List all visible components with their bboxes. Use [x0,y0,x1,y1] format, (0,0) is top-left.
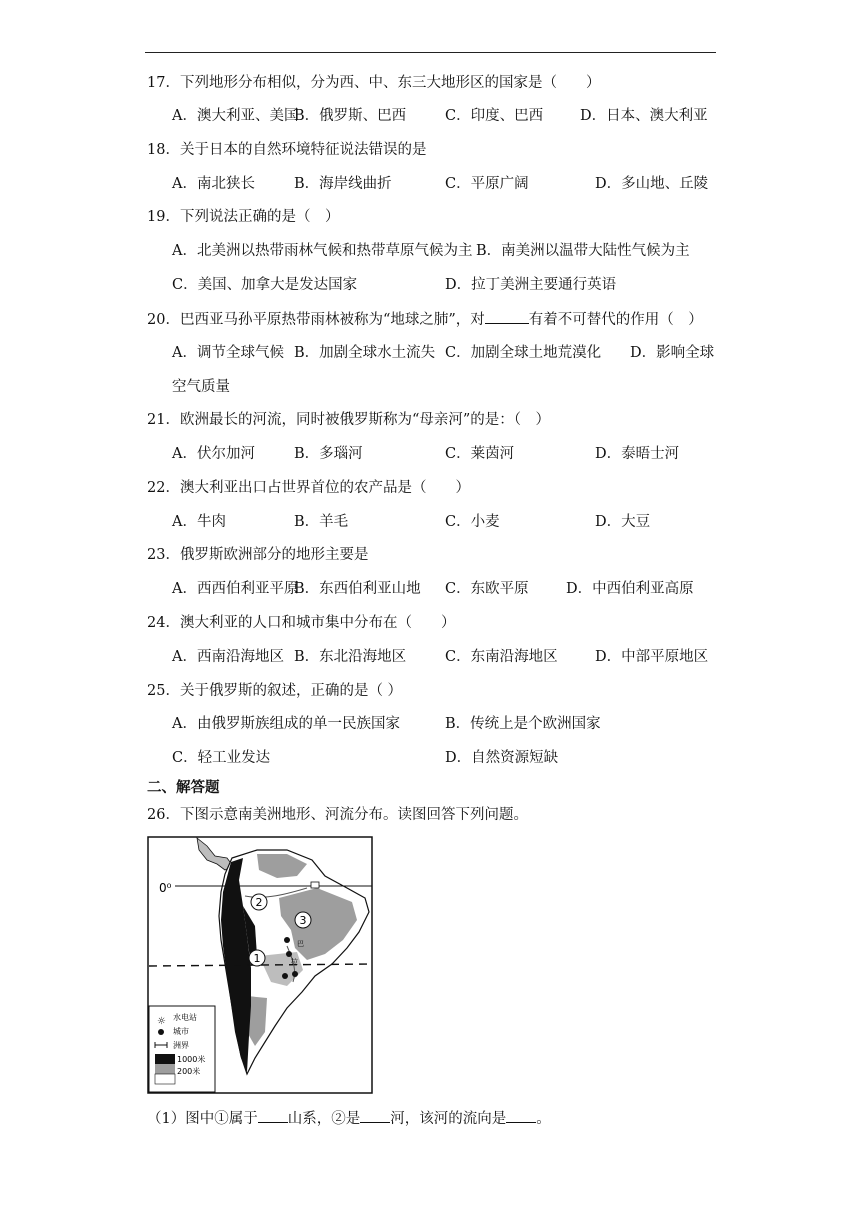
svg-text:2: 2 [255,896,263,909]
section-heading: 二、解答题 [147,779,220,796]
question-25-option-a[interactable]: A．由俄罗斯族组成的单一民族国家 [172,716,400,732]
question-21-option-b[interactable]: B．多瑙河 [294,446,363,462]
question-24-stem: 24．澳大利亚的人口和城市集中分布在（ ） [147,615,456,631]
question-23-option-b[interactable]: B．东西伯利亚山地 [294,581,421,597]
city-dot [286,951,292,957]
city-dot [284,937,290,943]
question-18-option-b[interactable]: B．海岸线曲折 [294,176,392,192]
question-24-option-d[interactable]: D．中部平原地区 [595,649,709,665]
question-17-option-b[interactable]: B．俄罗斯、巴西 [294,108,407,124]
question-24-option-b[interactable]: B．东北沿海地区 [294,649,407,665]
place-label: 巴 [297,940,304,948]
question-20-option-d-continued: 空气质量 [172,379,230,395]
question-23-stem: 23．俄罗斯欧洲部分的地形主要是 [147,547,369,563]
svg-text:3: 3 [299,914,307,927]
hydropower-icon: ☼ [157,1016,166,1027]
question-19-option-c[interactable]: C．美国、加拿大是发达国家 [172,277,358,293]
svg-text:城市: 城市 [173,1027,189,1036]
question-20-option-a[interactable]: A．调节全球气候 [172,345,284,361]
question-22-option-c[interactable]: C．小麦 [445,514,500,530]
city-icon [158,1029,164,1035]
question-23-option-c[interactable]: C．东欧平原 [445,581,529,597]
question-17-option-a[interactable]: A．澳大利亚、美国 [172,108,299,124]
question-17-option-c[interactable]: C．印度、巴西 [445,108,544,124]
svg-text:200米: 200米 [177,1067,201,1076]
question-19-option-a[interactable]: A．北美洲以热带雨林气候和热带草原气候为主 [172,243,473,259]
question-25-stem: 25．关于俄罗斯的叙述，正确的是（ ） [147,683,403,699]
question-23-option-d[interactable]: D．中西伯利亚高原 [566,581,694,597]
question-26-stem: 26．下图示意南美洲地形、河流分布。读图回答下列问题。 [147,807,528,823]
question-20-option-b[interactable]: B．加剧全球水土流失 [294,345,436,361]
question-24-option-a[interactable]: A．西南沿海地区 [172,649,284,665]
question-25-option-c[interactable]: C．轻工业发达 [172,750,271,766]
place-label: 拉 [291,958,298,966]
question-21-option-a[interactable]: A．伏尔加河 [172,446,255,462]
marker-2 [251,894,267,910]
header-rule [145,52,716,53]
question-22-stem: 22．澳大利亚出口占世界首位的农产品是（ ） [147,480,470,496]
question-26-sub1-part3: 河，该河的流向是 [390,1111,507,1127]
question-19-stem: 19．下列说法正确的是（ ） [147,209,340,225]
question-20-stem-part2: 有着不可替代的作用（ ） [528,312,703,328]
question-20-stem-part1: 20．巴西亚马孙平原热带雨林被称为“地球之肺”，对 [147,312,485,328]
equator-label: 0⁰ [159,881,172,895]
question-19-option-b[interactable]: B．南美洲以温带大陆性气候为主 [476,243,690,259]
answer-blank[interactable] [360,1108,390,1123]
question-26-sub1 [147,1108,551,1129]
question-25-option-d[interactable]: D．自然资源短缺 [445,750,559,766]
city-dot [292,971,298,977]
question-18-option-a[interactable]: A．南北狭长 [172,176,255,192]
map-legend [149,1006,215,1092]
question-17-option-d[interactable]: D．日本、澳大利亚 [580,108,708,124]
question-20-option-d[interactable]: D．影响全球 [630,345,715,361]
south-america-map [147,836,373,1094]
question-26-sub1-part2: 山系，②是 [287,1111,361,1127]
marker-3 [295,912,311,928]
question-25-option-b[interactable]: B．传统上是个欧洲国家 [445,716,601,732]
svg-text:1000米: 1000米 [177,1055,206,1064]
marker-1 [249,950,265,966]
question-22-option-a[interactable]: A．牛肉 [172,514,226,530]
question-19-option-d[interactable]: D．拉丁美洲主要通行英语 [445,277,617,293]
answer-blank[interactable] [506,1108,536,1123]
svg-text:水电站: 水电站 [173,1013,197,1022]
question-20-option-c[interactable]: C．加剧全球土地荒漠化 [445,345,602,361]
question-23-option-a[interactable]: A．西西伯利亚平原 [172,581,299,597]
question-18-stem: 18．关于日本的自然环境特征说法错误的是 [147,142,427,158]
question-24-option-c[interactable]: C．东南沿海地区 [445,649,558,665]
svg-text:洲界: 洲界 [173,1041,189,1050]
city-dot [282,973,288,979]
question-21-option-c[interactable]: C．莱茵河 [445,446,515,462]
question-18-option-d[interactable]: D．多山地、丘陵 [595,176,709,192]
question-21-stem: 21．欧洲最长的河流，同时被俄罗斯称为“母亲河”的是：（ ） [147,412,551,428]
question-20-stem [147,309,703,330]
answer-blank[interactable] [258,1108,288,1123]
question-21-option-d[interactable]: D．泰晤士河 [595,446,680,462]
question-17-stem: 17．下列地形分布相似，分为西、中、东三大地形区的国家是（ ） [147,75,601,91]
question-26-sub1-part4: 。 [536,1111,551,1127]
question-22-option-b[interactable]: B．羊毛 [294,514,349,530]
answer-blank[interactable] [485,309,529,324]
question-26-sub1-part1: （1）图中①属于 [147,1111,258,1127]
question-18-option-c[interactable]: C．平原广阔 [445,176,529,192]
question-22-option-d[interactable]: D．大豆 [595,514,651,530]
svg-text:1: 1 [253,952,261,965]
